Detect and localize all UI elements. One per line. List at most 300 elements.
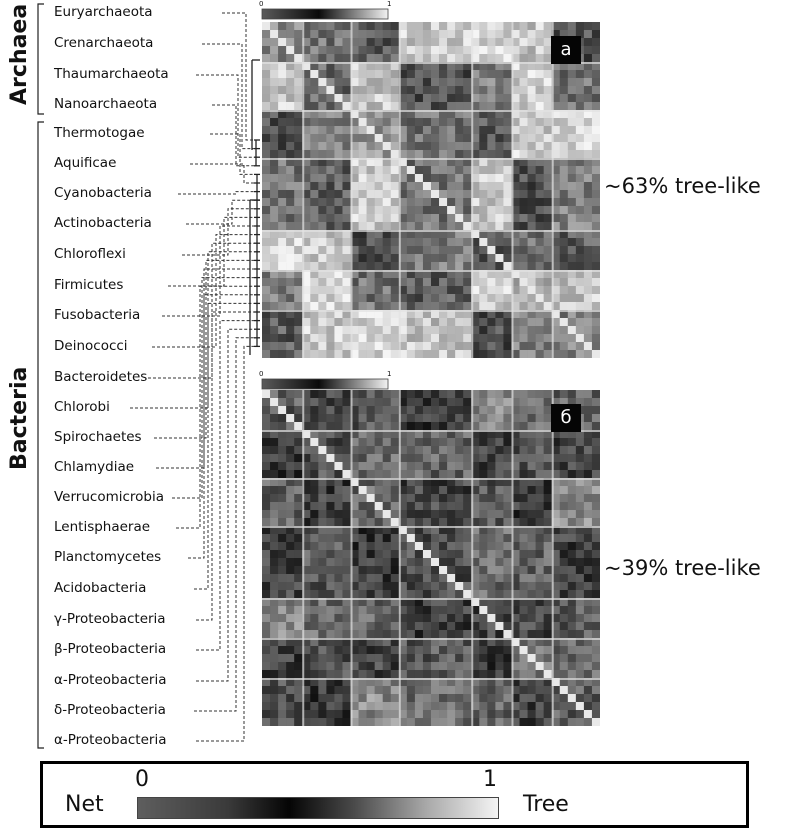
heatmap-separator xyxy=(262,638,600,640)
heatmap-cell xyxy=(447,518,455,526)
heatmap-cell xyxy=(367,510,375,518)
heatmap-cell xyxy=(479,686,487,694)
heatmap-cell xyxy=(536,630,544,638)
heatmap-cell xyxy=(262,470,270,478)
heatmap-cell xyxy=(310,518,318,526)
heatmap-cell xyxy=(528,542,536,550)
heatmap-cell xyxy=(342,622,350,630)
heatmap-cell xyxy=(334,446,342,454)
heatmap-cell xyxy=(286,622,294,630)
heatmap-cell xyxy=(431,470,439,478)
taxon-label: γ-Proteobacteria xyxy=(54,611,166,627)
heatmap-cell xyxy=(528,398,536,406)
heatmap-cell xyxy=(294,454,302,462)
heatmap-cell xyxy=(487,558,495,566)
heatmap-cell xyxy=(528,590,536,598)
heatmap-cell xyxy=(447,446,455,454)
heatmap-cell xyxy=(568,662,576,670)
heatmap-cell xyxy=(294,662,302,670)
heatmap-cell xyxy=(423,614,431,622)
heatmap-cell xyxy=(560,630,568,638)
heatmap-cell xyxy=(270,454,278,462)
taxon-label: Firmicutes xyxy=(54,277,124,293)
heatmap-cell xyxy=(278,390,286,398)
heatmap-cell xyxy=(318,406,326,414)
heatmap-cell xyxy=(487,622,495,630)
heatmap-cell xyxy=(262,494,270,502)
heatmap-cell xyxy=(318,510,326,518)
heatmap-cell xyxy=(503,606,511,614)
heatmap-cell xyxy=(415,662,423,670)
heatmap-cell xyxy=(592,662,600,670)
heatmap-cell xyxy=(503,654,511,662)
heatmap-cell xyxy=(503,718,511,726)
heatmap-cell xyxy=(367,390,375,398)
heatmap-cell xyxy=(423,390,431,398)
heatmap-cell xyxy=(568,654,576,662)
heatmap-cell xyxy=(334,494,342,502)
heatmap-cell xyxy=(576,390,584,398)
heatmap-cell xyxy=(431,534,439,542)
heatmap-cell xyxy=(318,630,326,638)
heatmap-cell xyxy=(375,390,383,398)
heatmap-cell xyxy=(318,454,326,462)
heatmap-cell xyxy=(334,606,342,614)
heatmap-cell xyxy=(544,486,552,494)
heatmap-cell xyxy=(383,518,391,526)
heatmap-cell xyxy=(391,670,399,678)
taxon-label: Thermotogae xyxy=(54,125,145,141)
heatmap-cell xyxy=(423,398,431,406)
heatmap-cell xyxy=(503,390,511,398)
heatmap-cell xyxy=(334,398,342,406)
heatmap-cell xyxy=(584,406,592,414)
heatmap-cell xyxy=(278,606,286,614)
heatmap-cell xyxy=(544,574,552,582)
heatmap-cell xyxy=(439,630,447,638)
heatmap-cell xyxy=(318,654,326,662)
heatmap-cell xyxy=(342,694,350,702)
heatmap-cell xyxy=(318,462,326,470)
heatmap-cell xyxy=(286,718,294,726)
heatmap-cell xyxy=(294,494,302,502)
heatmap-cell xyxy=(447,454,455,462)
heatmap-cell xyxy=(487,582,495,590)
heatmap-cell xyxy=(447,542,455,550)
heatmap-cell xyxy=(576,662,584,670)
heatmap-cell xyxy=(359,686,367,694)
heatmap-cell xyxy=(310,654,318,662)
heatmap-cell xyxy=(503,590,511,598)
heatmap-cell xyxy=(463,614,471,622)
heatmap-cell xyxy=(415,718,423,726)
heatmap-cell xyxy=(576,670,584,678)
heatmap-cell xyxy=(479,438,487,446)
taxon-label: Lentisphaerae xyxy=(54,519,151,535)
heatmap-cell xyxy=(383,550,391,558)
heatmap-cell xyxy=(310,414,318,422)
heatmap-cell xyxy=(560,510,568,518)
heatmap-cell xyxy=(520,454,528,462)
heatmap-cell xyxy=(592,622,600,630)
heatmap-cell xyxy=(528,534,536,542)
heatmap-cell xyxy=(342,646,350,654)
heatmap-cell xyxy=(270,438,278,446)
heatmap-cell xyxy=(286,446,294,454)
panel-a-scale-max: 1 xyxy=(387,0,392,8)
heatmap-cell xyxy=(286,662,294,670)
heatmap-cell xyxy=(520,414,528,422)
heatmap-cell xyxy=(592,494,600,502)
heatmap-cell xyxy=(318,702,326,710)
heatmap-cell xyxy=(479,566,487,574)
heatmap-cell xyxy=(359,614,367,622)
heatmap-cell xyxy=(536,622,544,630)
heatmap-cell xyxy=(407,534,415,542)
heatmap-cell xyxy=(431,446,439,454)
heatmap-cell xyxy=(568,446,576,454)
heatmap-cell xyxy=(310,718,318,726)
heatmap-cell xyxy=(592,390,600,398)
heatmap-cell xyxy=(415,574,423,582)
heatmap-cell xyxy=(270,494,278,502)
heatmap-cell xyxy=(568,590,576,598)
heatmap-cell xyxy=(568,582,576,590)
heatmap-cell xyxy=(439,574,447,582)
taxon-label: Chlamydiae xyxy=(54,459,135,475)
heatmap-cell xyxy=(479,710,487,718)
heatmap-cell xyxy=(367,486,375,494)
heatmap-cell xyxy=(342,574,350,582)
heatmap-cell xyxy=(262,694,270,702)
heatmap-cell xyxy=(407,582,415,590)
heatmap-cell xyxy=(495,694,503,702)
heatmap-cell xyxy=(359,558,367,566)
heatmap-cell xyxy=(407,390,415,398)
heatmap-cell xyxy=(367,670,375,678)
heatmap-cell xyxy=(463,518,471,526)
heatmap-cell xyxy=(503,502,511,510)
heatmap-cell xyxy=(326,422,334,430)
heatmap-cell xyxy=(520,702,528,710)
heatmap-cell xyxy=(455,614,463,622)
heatmap-cell xyxy=(342,462,350,470)
heatmap-cell xyxy=(407,606,415,614)
heatmap-cell xyxy=(455,494,463,502)
heatmap-cell xyxy=(318,446,326,454)
heatmap-cell xyxy=(447,670,455,678)
heatmap-cell xyxy=(359,406,367,414)
heatmap-cell xyxy=(407,414,415,422)
heatmap-cell xyxy=(576,438,584,446)
heatmap-cell xyxy=(310,694,318,702)
heatmap-cell xyxy=(383,630,391,638)
heatmap-cell xyxy=(286,582,294,590)
heatmap-cell xyxy=(334,486,342,494)
heatmap-cell xyxy=(391,710,399,718)
heatmap-cell xyxy=(592,654,600,662)
heatmap-cell xyxy=(576,542,584,550)
heatmap-cell xyxy=(294,606,302,614)
heatmap-cell xyxy=(334,670,342,678)
heatmap-cell xyxy=(359,646,367,654)
heatmap-cell xyxy=(495,438,503,446)
heatmap-cell xyxy=(487,686,495,694)
heatmap-cell xyxy=(286,694,294,702)
heatmap-cell xyxy=(326,646,334,654)
heatmap-cell xyxy=(270,534,278,542)
heatmap-cell xyxy=(479,702,487,710)
heatmap-cell xyxy=(520,630,528,638)
heatmap-cell xyxy=(383,558,391,566)
heatmap-cell xyxy=(495,446,503,454)
heatmap-cell xyxy=(479,510,487,518)
heatmap-cell xyxy=(463,390,471,398)
heatmap-cell xyxy=(359,654,367,662)
heatmap-cell xyxy=(455,534,463,542)
heatmap-cell xyxy=(463,558,471,566)
heatmap-cell xyxy=(479,630,487,638)
heatmap-cell xyxy=(584,398,592,406)
heatmap-cell xyxy=(447,486,455,494)
heatmap-cell xyxy=(278,414,286,422)
heatmap-cell xyxy=(294,694,302,702)
heatmap-cell xyxy=(560,614,568,622)
heatmap-cell xyxy=(431,462,439,470)
heatmap-cell xyxy=(286,606,294,614)
heatmap-cell xyxy=(503,622,511,630)
heatmap-cell xyxy=(342,422,350,430)
heatmap-cell xyxy=(359,670,367,678)
heatmap-cell xyxy=(495,558,503,566)
heatmap-cell xyxy=(359,518,367,526)
heatmap-cell xyxy=(479,622,487,630)
heatmap-cell xyxy=(463,398,471,406)
heatmap-cell xyxy=(503,486,511,494)
heatmap-cell xyxy=(592,582,600,590)
heatmap-cell xyxy=(326,454,334,462)
heatmap-cell xyxy=(544,622,552,630)
heatmap-cell xyxy=(342,486,350,494)
heatmap-cell xyxy=(326,590,334,598)
heatmap-cell xyxy=(318,686,326,694)
heatmap-cell xyxy=(431,590,439,598)
heatmap-cell xyxy=(278,718,286,726)
heatmap-cell xyxy=(342,662,350,670)
heatmap-cell xyxy=(415,462,423,470)
heatmap-cell xyxy=(455,606,463,614)
heatmap-cell xyxy=(359,454,367,462)
heatmap-cell xyxy=(383,446,391,454)
heatmap-cell xyxy=(455,686,463,694)
heatmap-cell xyxy=(310,670,318,678)
heatmap-cell xyxy=(423,462,431,470)
heatmap-cell xyxy=(262,550,270,558)
heatmap-cell xyxy=(334,590,342,598)
heatmap-cell xyxy=(262,446,270,454)
archaea-label: Archaea xyxy=(7,3,32,105)
heatmap-cell xyxy=(342,686,350,694)
heatmap-cell xyxy=(431,518,439,526)
heatmap-cell xyxy=(592,446,600,454)
heatmap-cell xyxy=(439,462,447,470)
heatmap-cell xyxy=(375,438,383,446)
heatmap-cell xyxy=(544,470,552,478)
heatmap-cell xyxy=(359,486,367,494)
heatmap-cell xyxy=(431,494,439,502)
heatmap-cell xyxy=(294,422,302,430)
heatmap-cell xyxy=(592,486,600,494)
heatmap-cell xyxy=(592,646,600,654)
heatmap-cell xyxy=(560,606,568,614)
heatmap-cell xyxy=(407,622,415,630)
heatmap-cell xyxy=(262,630,270,638)
heatmap-cell xyxy=(270,654,278,662)
heatmap-cell xyxy=(439,710,447,718)
heatmap-cell xyxy=(383,646,391,654)
heatmap-cell xyxy=(479,574,487,582)
heatmap-cell xyxy=(407,518,415,526)
heatmap-cell xyxy=(495,590,503,598)
heatmap-cell xyxy=(544,494,552,502)
heatmap-cell xyxy=(359,390,367,398)
heatmap-cell xyxy=(592,550,600,558)
heatmap-cell xyxy=(447,686,455,694)
heatmap-cell xyxy=(584,574,592,582)
heatmap-cell xyxy=(383,710,391,718)
heatmap-cell xyxy=(286,438,294,446)
heatmap-cell xyxy=(391,702,399,710)
heatmap-cell xyxy=(544,646,552,654)
heatmap-cell xyxy=(576,686,584,694)
heatmap-cell xyxy=(367,470,375,478)
heatmap-cell xyxy=(560,670,568,678)
heatmap-separator xyxy=(262,430,600,432)
heatmap-cell xyxy=(375,606,383,614)
heatmap-cell xyxy=(310,438,318,446)
heatmap-cell xyxy=(423,622,431,630)
heatmap-cell xyxy=(391,622,399,630)
heatmap-cell xyxy=(487,662,495,670)
heatmap-cell xyxy=(520,438,528,446)
heatmap-cell xyxy=(528,550,536,558)
legend-max-label: 1 xyxy=(483,767,497,792)
heatmap-cell xyxy=(375,494,383,502)
heatmap-cell xyxy=(536,662,544,670)
heatmap-cell xyxy=(463,462,471,470)
heatmap-cell xyxy=(262,654,270,662)
heatmap-cell xyxy=(318,718,326,726)
heatmap-cell xyxy=(375,694,383,702)
heatmap-cell xyxy=(487,502,495,510)
heatmap-cell xyxy=(270,574,278,582)
heatmap-cell xyxy=(383,390,391,398)
heatmap-cell xyxy=(592,590,600,598)
heatmap-cell xyxy=(479,518,487,526)
heatmap-cell xyxy=(439,646,447,654)
heatmap-cell xyxy=(391,518,399,526)
heatmap-cell xyxy=(536,702,544,710)
heatmap-cell xyxy=(544,630,552,638)
heatmap-cell xyxy=(520,542,528,550)
heatmap-cell xyxy=(536,422,544,430)
heatmap-cell xyxy=(423,558,431,566)
heatmap-cell xyxy=(528,702,536,710)
heatmap-cell xyxy=(495,510,503,518)
heatmap-cell xyxy=(487,470,495,478)
heatmap-cell xyxy=(584,446,592,454)
heatmap-cell xyxy=(326,518,334,526)
heatmap-cell xyxy=(286,486,294,494)
heatmap-cell xyxy=(528,414,536,422)
heatmap-cell xyxy=(447,494,455,502)
heatmap-cell xyxy=(270,422,278,430)
heatmap-cell xyxy=(286,502,294,510)
heatmap-cell xyxy=(367,718,375,726)
heatmap-cell xyxy=(318,494,326,502)
heatmap-cell xyxy=(318,534,326,542)
heatmap-cell xyxy=(270,630,278,638)
heatmap-cell xyxy=(439,406,447,414)
heatmap-cell xyxy=(592,510,600,518)
taxon-label: Spirochaetes xyxy=(54,429,142,445)
heatmap-cell xyxy=(407,550,415,558)
heatmap-cell xyxy=(544,438,552,446)
heatmap-cell xyxy=(318,486,326,494)
heatmap-cell xyxy=(495,422,503,430)
heatmap-cell xyxy=(359,422,367,430)
heatmap-cell xyxy=(560,518,568,526)
heatmap-cell xyxy=(447,390,455,398)
legend-gradient-bar xyxy=(137,797,499,819)
heatmap-cell xyxy=(415,502,423,510)
heatmap-cell xyxy=(584,470,592,478)
heatmap-cell xyxy=(310,486,318,494)
heatmap-cell xyxy=(407,654,415,662)
heatmap-cell xyxy=(439,606,447,614)
heatmap-cell xyxy=(528,614,536,622)
heatmap-cell xyxy=(568,574,576,582)
heatmap-cell xyxy=(536,438,544,446)
taxon-label: Chlorobi xyxy=(54,399,110,415)
heatmap-cell xyxy=(375,406,383,414)
heatmap-cell xyxy=(520,574,528,582)
heatmap-cell xyxy=(407,662,415,670)
heatmap-cell xyxy=(342,406,350,414)
heatmap-cell xyxy=(294,718,302,726)
heatmap-cell xyxy=(286,550,294,558)
heatmap-cell xyxy=(584,702,592,710)
heatmap-cell xyxy=(503,614,511,622)
heatmap-cell xyxy=(334,662,342,670)
heatmap-cell xyxy=(495,414,503,422)
heatmap-cell xyxy=(286,398,294,406)
heatmap-cell xyxy=(576,630,584,638)
heatmap-cell xyxy=(455,582,463,590)
heatmap-cell xyxy=(294,406,302,414)
heatmap-cell xyxy=(286,614,294,622)
heatmap-cell xyxy=(455,646,463,654)
heatmap-cell xyxy=(463,446,471,454)
heatmap-cell xyxy=(342,718,350,726)
heatmap-cell xyxy=(520,518,528,526)
heatmap-cell xyxy=(383,398,391,406)
heatmap-cell xyxy=(463,646,471,654)
heatmap-cell xyxy=(342,566,350,574)
heatmap-cell xyxy=(528,510,536,518)
heatmap-cell xyxy=(415,446,423,454)
heatmap-cell xyxy=(318,438,326,446)
